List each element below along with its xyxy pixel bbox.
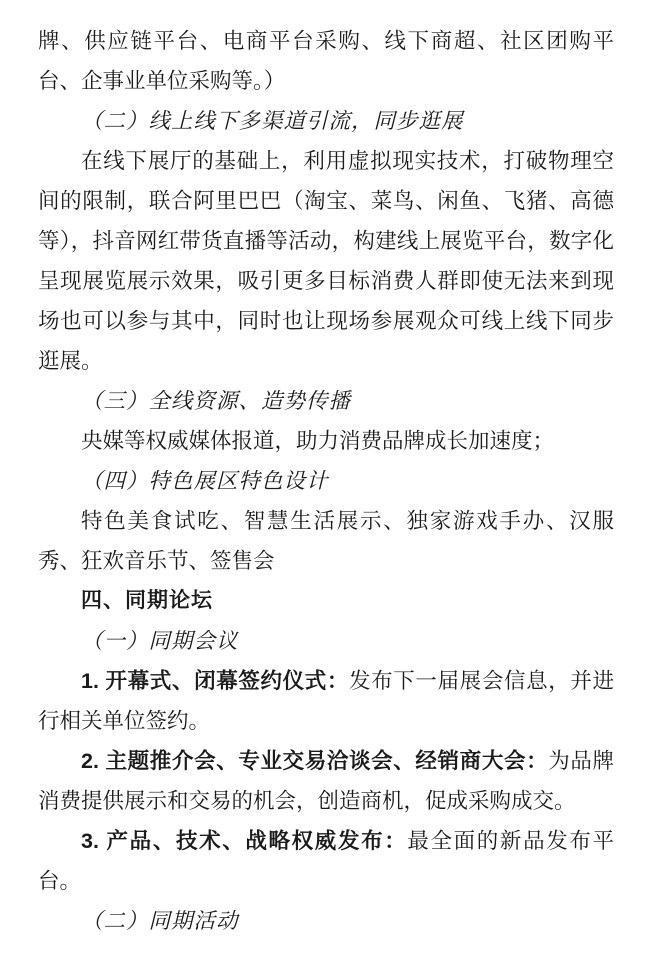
numbered-item-1-text: 发布下一届展会信息，并进行相关单位签约。 [38,669,614,733]
body-paragraph-media: 央媒等权威媒体报道，助力消费品牌成长加速度； [81,429,555,453]
section-heading-4-forum: 四、同期论坛 [81,589,213,612]
numbered-item-2-lead: 2. 主题推介会、专业交易洽谈会、经销商大会： [81,749,549,773]
subsection-heading-3-media: （三）全线资源、造势传播 [81,389,352,413]
subsection-heading-1-meetings: （一）同期会议 [81,629,239,653]
paragraph-continuation: 牌、供应链平台、电商平台采购、线下商超、社区团购平台、企事业单位采购等。） [38,29,614,93]
subsection-heading-2-channels: （二）线上线下多渠道引流，同步逛展 [81,109,464,133]
body-paragraph-zones: 特色美食试吃、智慧生活展示、独家游戏手办、汉服秀、狂欢音乐节、签售会 [38,509,614,573]
numbered-item-3-lead: 3. 产品、技术、战略权威发布： [81,829,408,853]
body-paragraph-online-offline: 在线下展厅的基础上，利用虚拟现实技术，打破物理空间的限制，联合阿里巴巴（淘宝、菜鸟、闲鱼、飞猪、高德等），抖音网红带货直播等活动，构建线上展览平台，数字化呈现展览展示效果，吸引更多目标消费人群即使无法来到现场也可以参与其中，同时也让现场参展观众可线上线下同步逛展。 [38,149,614,373]
numbered-item-2 [38,741,614,821]
numbered-item-1-lead: 1. 开幕式、闭幕签约仪式： [81,669,350,693]
numbered-item-2-text: 为品牌消费提供展示和交易的机会，创造商机，促成采购成交。 [38,749,614,813]
subsection-heading-2-activities: （二）同期活动 [81,909,239,933]
numbered-item-3-text: 最全面的新品发布平台。 [38,829,614,893]
subsection-heading-4-zones: （四）特色展区特色设计 [81,469,329,493]
numbered-item-3 [38,821,614,901]
numbered-item-1 [38,661,614,741]
